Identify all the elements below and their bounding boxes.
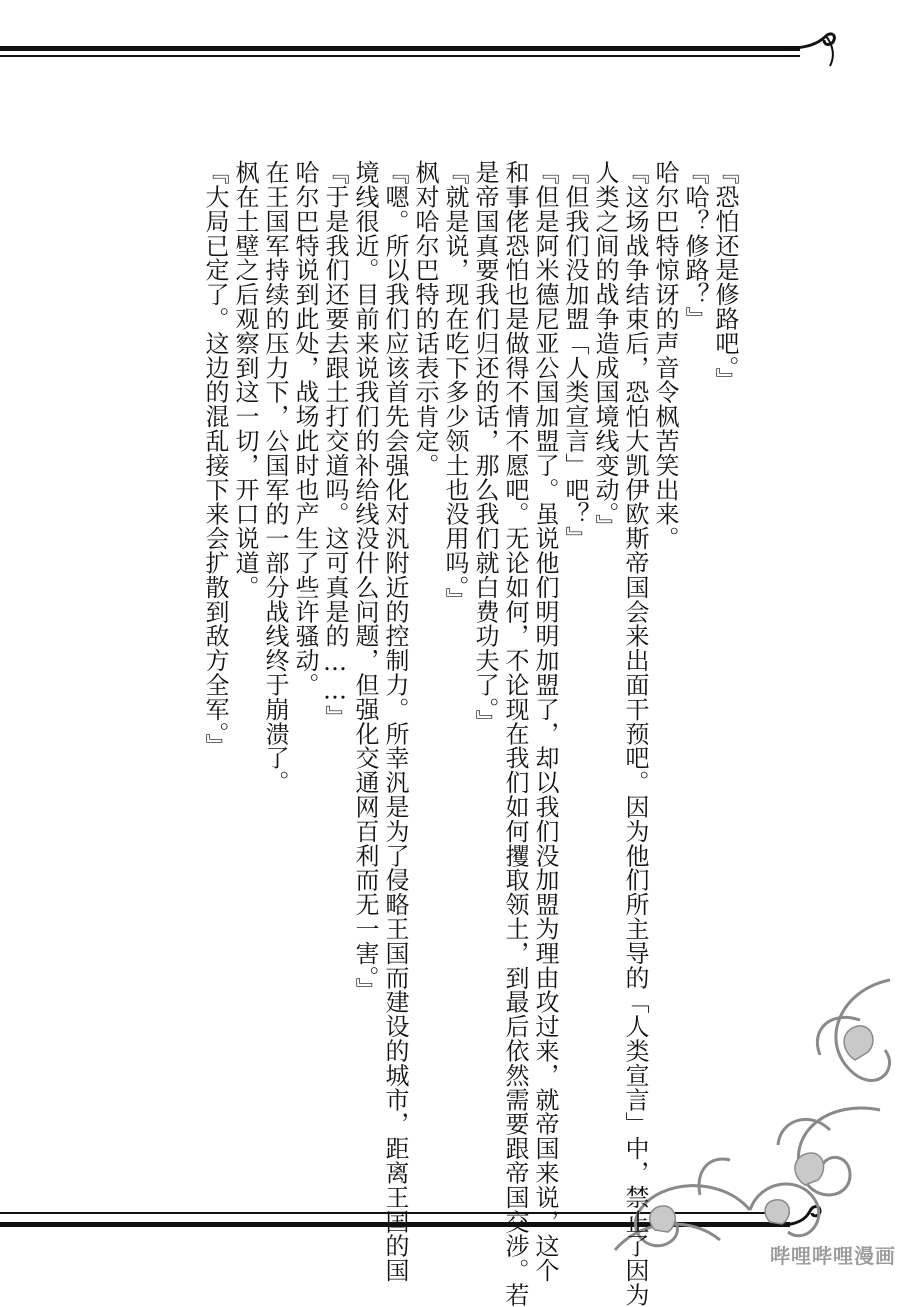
text-column: 在王国军持续的压力下，公国军的一部分战线终于崩溃了。 xyxy=(261,160,289,795)
text-column: 『但是阿米德尼亚公国加盟了。虽说他们明明加盟了，却以我们没加盟为理由攻过来，就帝国来说，这个 xyxy=(531,160,559,1283)
text-column: 『就是说，现在吃下多少领土也没用吗。』 xyxy=(441,160,469,612)
text-column: 和事佬恐怕也是做得不情不愿吧。无论如何，不论现在我们如何攫取领土，到最后依然需要跟帝国交涉。若 xyxy=(501,160,529,1307)
top-border-thick xyxy=(0,46,800,51)
text-column: 哈尔巴特说到此处，战场此时也产生了些许骚动。 xyxy=(291,160,319,697)
text-column: 『但我们没加盟「人类宣言」吧？』 xyxy=(561,160,589,551)
text-column: 『这场战争结束后，恐怕大凯伊欧斯帝国会来出面干预吧。因为他们所主导的「人类宣言」中，禁止了因为 xyxy=(621,160,649,1307)
text-column: 枫在土壁之后观察到这一切，开口说道。 xyxy=(231,160,259,600)
text-column: 枫对哈尔巴特的话表示肯定。 xyxy=(411,160,439,478)
text-column: 哈尔巴特惊讶的声音令枫苦笑出来。 xyxy=(651,160,679,551)
body-text xyxy=(140,160,740,1307)
text-column: 『恐怕还是修路吧。』 xyxy=(711,160,739,392)
watermark-logo: 哔哩哔哩漫画 xyxy=(770,1244,896,1268)
text-column: 『哈？修路？』 xyxy=(681,160,709,331)
text-column: 人类之间的战争造成国境线变动。』 xyxy=(591,160,619,539)
text-column: 『大局已定了。这边的混乱接下来会扩散到敌方全军。』 xyxy=(201,160,229,758)
top-border-thin xyxy=(0,55,800,57)
top-corner-scroll-icon xyxy=(790,30,850,70)
text-column: 『于是我们还要去跟土打交道吗。这可真是的……』 xyxy=(321,160,349,730)
text-column: 『嗯。所以我们应该首先会强化对汎附近的控制力。所幸汎是为了侵略王国而建设的城市，距离王国的国 xyxy=(381,160,409,1283)
text-column: 境线很近。目前来说我们的补给线没什么问题，但强化交通网百利而无一害。』 xyxy=(351,160,379,1002)
text-column: 是帝国真要我们归还的话，那么我们就白费功夫了。』 xyxy=(471,160,499,734)
